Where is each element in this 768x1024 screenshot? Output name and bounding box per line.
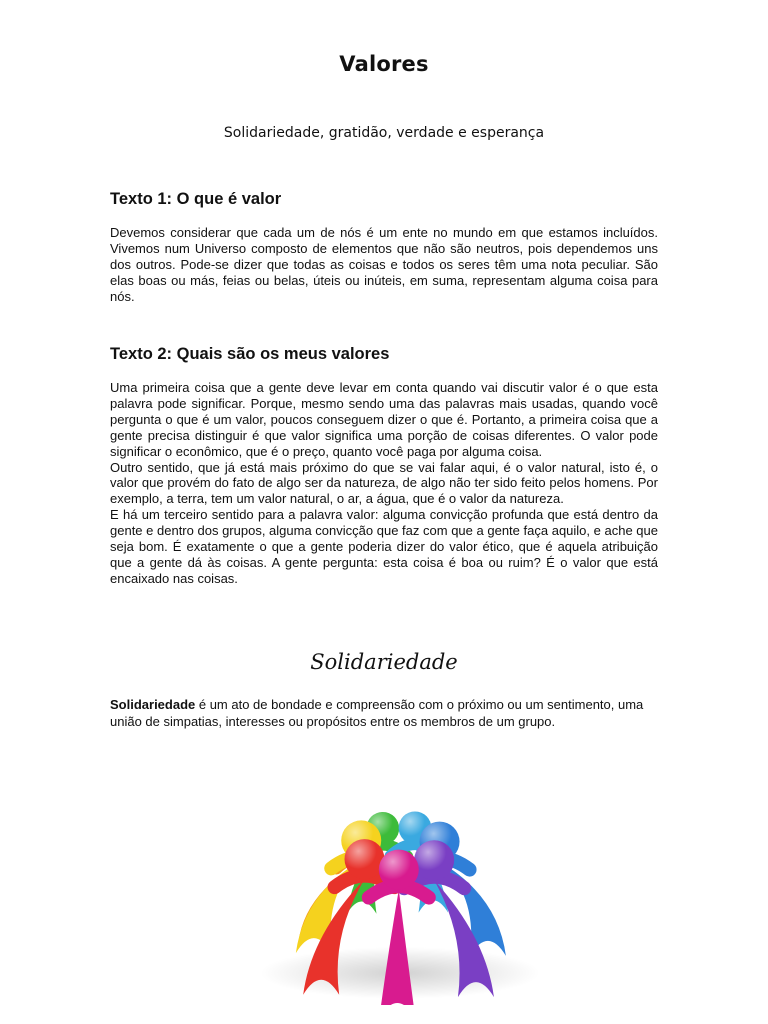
section-3-paragraph (110, 696, 650, 730)
term-bold: Solidariedade (110, 697, 196, 712)
section-1-paragraph: Devemos considerar que cada um de nós é um ente no mundo em que estamos incluídos. Vivemos num Universo composto de elementos que não são neutros, pois dependemos uns dos outros. Pode-se dizer que todas as coisas e todos os seres têm uma nota peculiar. São elas boas ou más, feias ou belas, úteis ou inúteis, em suma, representam alguma coisa para nós. (110, 225, 658, 304)
section-2-paragraph-2: Outro sentido, que já está mais próximo do que se vai falar aqui, é o valor natural, isto é, o valor que provém do fato de algo ser da natureza, de algo não ter sido feito pelos homens. Por exemplo, a terra, tem um valor natural, o ar, a água, que é o valor da natureza. (110, 459, 658, 507)
document-title: Valores (339, 52, 429, 76)
section-3-heading: Solidariedade (310, 650, 458, 674)
section-2-paragraph-3: E há um terceiro sentido para a palavra valor: alguma convicção profunda que está dentro da gente e dentro dos grupos, alguma convicção que faz com que a gente faça aquilo, e ache que seja bom. É exatamente o que a gente poderia dizer do valor ético, que é aquela atribuição que a gente dá às coisas. A gente pergunta: esta coisa é boa ou ruim? É o valor que está encaixado nas coisas. (110, 507, 658, 586)
term-definition: é um ato de bondade e compreensão com o próximo ou um sentimento, uma união de simpatias, interesses ou propósitos entre os membros de um grupo. (110, 697, 644, 729)
document-subtitle: Solidariedade, gratidão, verdade e esperança (223, 125, 545, 141)
people-circle-illustration-icon (240, 755, 550, 1005)
section-2-heading: Texto 2: Quais são os meus valores (110, 345, 390, 363)
section-2-body (110, 380, 658, 587)
section-1-heading: Texto 1: O que é valor (110, 190, 282, 208)
section-2-paragraph-1: Uma primeira coisa que a gente deve levar em conta quando vai discutir valor é o que esta palavra pode significar. Porque, mesmo sendo uma das palavras mais usadas, quando você pergunta o que é um valor, poucos conseguem dizer o que é. Portanto, a primeira coisa que a gente precisa distinguir é que valor significa uma porção de coisas diferentes. O valor pode significar o econômico, que é o preço, quanto você paga por alguma coisa. (110, 380, 658, 459)
